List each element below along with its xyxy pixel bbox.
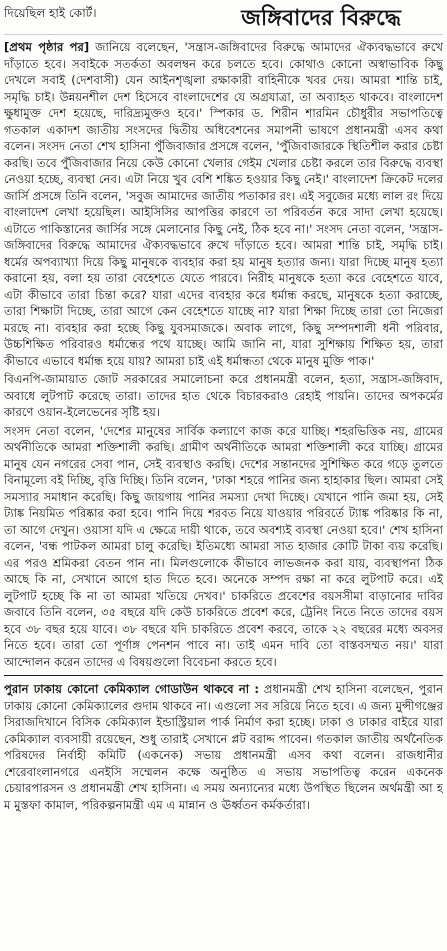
headline: জঙ্গিবাদের বিরুদ্ধে [241, 5, 401, 31]
paragraph-text-2: বিএনপি-জামায়াত জোট সরকারের সমালোচনা করে প্রধানমন্ত্রী বলেন, হত্যা, সন্ত্রাস-জঙ্গিবাদ, অবাধে লুটপাট করেছে তারা। তাদের হাত থেকে বিচারকরাও রেহাই পায়নি। তাদের অপকর্মের কারণে ওয়ান-ইলেভেনের সৃষ্টি হয়। [4, 372, 443, 419]
second-paragraph-text: প্রধানমন্ত্রী শেখ হাসিনা বলেছেন, পুরান ঢাকায় কোনো কেমিক্যালের গুদাম থাকবে না। এগুলো সব সরিয়ে নিতে হবে। এ জন্য মুন্সীগঞ্জের সিরাজদিখানে বিসিক কেমিক্যাল ইন্ডাস্ট্রিয়াল পার্ক নির্মাণ করা হচ্ছে। ঢাকা ও ঢাকার বাইরে যারা কেমিক্যাল ব্যবসায়ী রয়েছেন, শুধু তারাই সেখানে প্লট বরাদ্দ পাবেন। গতকাল জাতীয় অর্থনৈতিক পরিষদের নির্বাহী কমিটি (একনেক) সভায় প্রধানমন্ত্রী এসব কথা বলেন। রাজধানীর শেরেবাংলানগরে এনইসি সম্মেলন কক্ষে অনুষ্ঠিত এ সভায় সভাপতিত্ব করেন একনেক চেয়ারপারসন ও প্রধানমন্ত্রী শেখ হাসিনা। এ সময় অন্যান্যের মধ্যে উপস্থিত ছিলেন অর্থমন্ত্রী আ হ ম মুস্তফা কামাল, পরিকল্পনামন্ত্রী এম এ মান্নান ও ঊর্ধ্বতন কর্মকর্তারা। [4, 682, 444, 812]
continuation-label: [প্রথম পৃষ্ঠার পর] [4, 40, 90, 54]
paragraph-text-3: সংসদ নেতা বলেন, 'দেশের মানুষের সার্বিক কল্যাণে কাজ করে যাচ্ছি। শহরভিত্তিক নয়, গ্রামের অর্থনীতিকে আমরা শক্তিশালী করছি। গ্রামীণ অর্থনীতিকে আমরা শক্তিশালী করে যাচ্ছি। গ্রামের মানুষ যেন নগরের সেবা পান, সেই ব্যবস্থাও করছি। দেশের সন্তানদের সুশিক্ষিত করে গড়ে তুলতে বিনামূল্যে বই দিচ্ছি, বৃত্তি দিচ্ছি। তিনি বলেন, 'ঢাকা শহরে পানির জন্য হাহাকার ছিল। আমরা সেই সমস্যার সমাধান করেছি। কিছু জায়গায় পানির সমস্যা দেখা দিচ্ছে। যেখানে পানি জমা হয়, সেই ট্যাঙ্ক নিয়মিত পরিষ্কার করা হবে। পানি দিয়ে শরবত নিয়ে যাওয়ার পরিবর্তে ট্যাঙ্ক পরিষ্কার কি না, তা আগে দেখুন। ওয়াসা যদি এ ক্ষেত্রে দায়ী থাকে, তবে অবশ্যই ব্যবস্থা নেওয়া হবে।' শেখ হাসিনা বলেন, 'বন্ধ পাটকল আমরা চালু করেছি। ইতিমধ্যে আমরা সাত হাজার কোটি টাকা ব্যয় করেছি। এর পরও শ্রমিকরা বেতন পান না। মিলগুলোকে কীভাবে লাভজনক করা যায়, ব্যবস্থাপনা ঠিক আছে কি না, সেখানে আগে হাত দিতে হবে। অনেকে সম্পদ রক্ষা না করে লুটপাট করে। এই লুটপাট হচ্ছে কি না তা আমরা খতিয়ে দেখব।' চাকরিতে প্রবেশের বয়সসীমা বাড়ানোর দাবির জবাবে তিনি বলেন, ৩৫ বছরে যদি কেউ চাকরিতে প্রবেশ করে, ট্রেনিং নিতে নিতে তাদের বয়স হবে ৩৮ বছর হয়ে যাবে। ৩৮ বছরে যদি চাকরিতে প্রবেশ করবে, তাকে ২২ বছরের মধ্যে অবসর নিতে হবে। তারা তো পূর্ণাঙ্গ পেনশন পাবে না। তাই এমন দাবি তো বাস্তবসম্মত নয়।' যারা আন্দোলন করেন তাদের এ বিষয়গুলো বিবেচনা করতে হবে। [4, 423, 443, 669]
subheading: পুরান ঢাকায় কোনো কেমিক্যাল গোডাউন থাকবে না : [4, 682, 259, 696]
second-article-body [4, 681, 443, 813]
article-paragraph-1 [4, 39, 443, 369]
article-body [4, 39, 443, 670]
second-article-paragraph [4, 681, 443, 813]
running-head: দিয়েছিল হাই কোর্ট। [4, 6, 97, 20]
article-paragraph-2 [4, 371, 443, 421]
page-header [4, 2, 443, 35]
paragraph-text-1: জানিয়ে বলেছেন, 'সন্ত্রাস-জঙ্গিবাদের বিরুদ্ধে আমাদের ঐক্যবদ্ধভাবে রুখে দাঁড়াতে হবে। সবাইকে সতর্কতা অবলম্বন করে চলতে হবে। কোথাও কোনো অস্বাভাবিক কিছু দেখলে সবাই (দেশবাসী) যেন আইনশৃঙ্খলা রক্ষাকারী বাহিনীকে খবর দেয়। আমরা শান্তি চাই, সমৃদ্ধি চাই। উন্নয়নশীল দেশ হিসেবে বাংলাদেশের যে অগ্রযাত্রা, তা অব্যাহত থাকবে। বাংলাদেশ ক্ষুধামুক্ত দেশ হয়েছে, দারিদ্র্যমুক্তও হবে।' স্পিকার ড. শিরীন শারমিন চৌধুরীর সভাপতিত্বে গতকাল একাদশ জাতীয় সংসদের দ্বিতীয় অধিবেশনের সমাপনী ভাষণে প্রধানমন্ত্রী এসব কথা বলেন। সংসদ নেতা শেখ হাসিনা পুঁজিবাজার প্রসঙ্গে বলেন, 'পুঁজিবাজারকে স্থিতিশীল করার চেষ্টা করছি। তবে পুঁজিবাজার নিয়ে কেউ কোনো খেলার গেইম খেলার চেষ্টা করলে তার বিরুদ্ধে ব্যবস্থা নেওয়া হচ্ছে, ব্যবস্থা নেব। এটা নিয়ে খুব বেশি শঙ্কিত হওয়ার কিছু নেই।' বাংলাদেশ ক্রিকেট দলের জার্সি প্রসঙ্গে তিনি বলেন, 'সবুজ আমাদের জাতীয় পতাকার রং। এই সবুজের মধ্যে লাল রং দিয়ে বাংলাদেশ লেখা হয়েছিল। আইসিসির আপত্তির কারণে তা পরিবর্তন করে সাদা লেখা হয়েছে। এটাতে পাকিস্তানের জার্সির সঙ্গে মেলানোর কিছু নেই, ঠিক হবে না।' সংসদ নেতা বলেন, 'সন্ত্রাস-জঙ্গিবাদের বিরুদ্ধে আমাদের ঐক্যবদ্ধভাবে রুখে দাঁড়াতে হবে। আমরা শান্তি চাই, সমৃদ্ধি চাই। ধর্মের অপব্যাখ্যা দিয়ে কিছু মানুষকে ব্যবহার করা হয় মানুষ হত্যার জন্য। যারা দিচ্ছে মানুষ হত্যা করানো হয়, বলা হয় তারা বেহেশতে যেতে পারবে। নিরীহ মানুষকে হত্যা করে বেহেশতে যাবে, এটা কীভাবে তারা চিন্তা করে? যারা এদের ব্যবহার করে ধর্মান্ধ করছে, মানুষকে হত্যা করাচ্ছে, তারা শিক্ষাটা দিচ্ছে, তারা আগে কেন বেহেশতে যাচ্ছে না? যারা শিক্ষা দিচ্ছে তারা তো নিজেরা মরছে না। ব্যবহার করা হচ্ছে কিছু যুবসমাজকে। অবাক লাগে, কিছু সম্পদশালী ধনী পরিবার, উচ্চশিক্ষিত পরিবারও ধর্মান্ধের পথে যাচ্ছে। আমি জানি না, যারা সুশিক্ষায় শিক্ষিত হয়, তারা কীভাবে এভাবে ধর্মান্ধ হয়ে যায়? আমরা চাই এই ধর্মান্ধতা থেকে মানুষ মুক্তি পাক।' [4, 40, 443, 368]
article-paragraph-3 [4, 423, 443, 671]
section-divider [4, 675, 443, 676]
